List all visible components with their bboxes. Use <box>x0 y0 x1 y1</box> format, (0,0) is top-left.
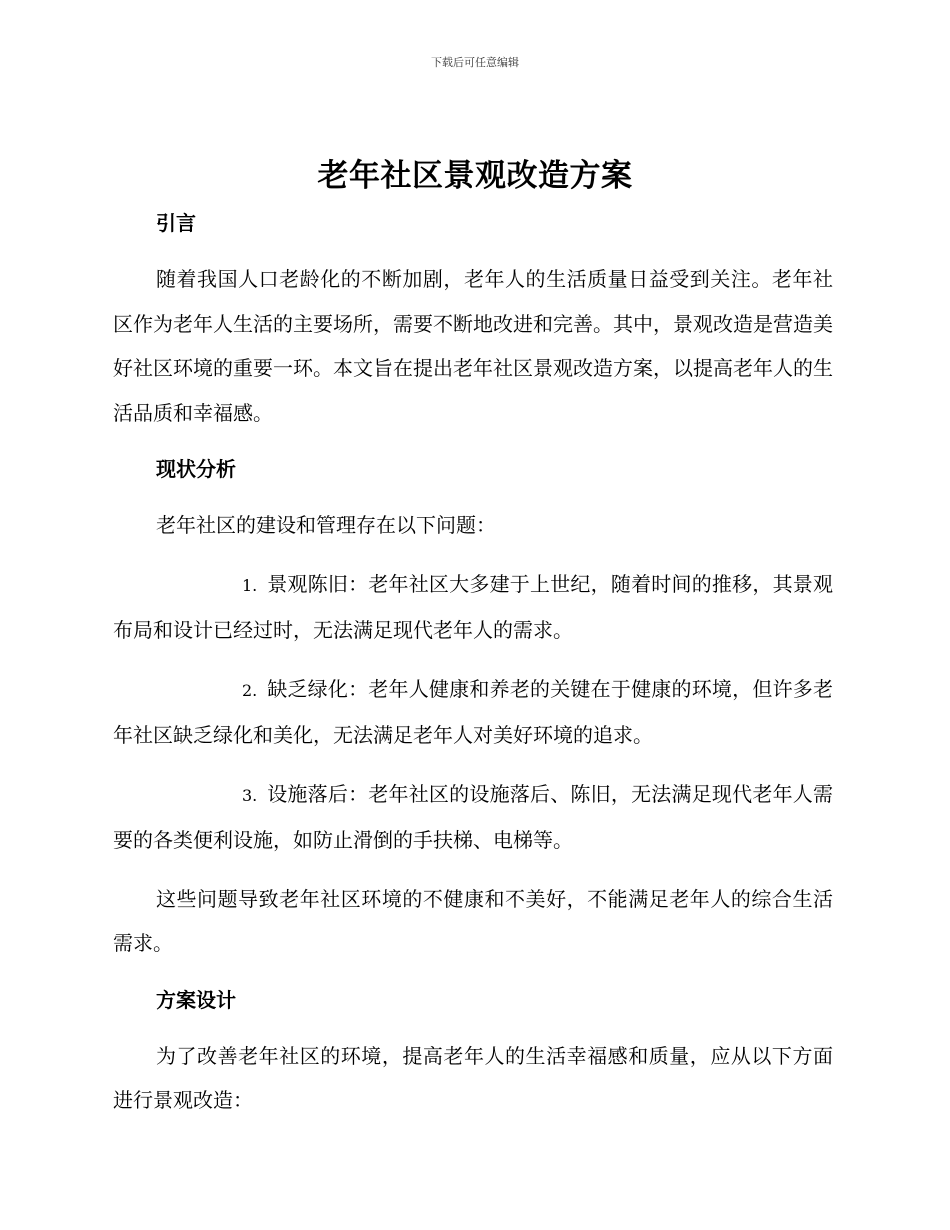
list-item-text: 缺乏绿化：老年人健康和养老的关键在于健康的环境，但许多老年社区缺乏绿化和美化，无法满足老年人对美好环境的追求。 <box>113 676 833 747</box>
analysis-conclusion: 这些问题导致老年社区环境的不健康和不美好，不能满足老年人的综合生活需求。 <box>113 886 833 955</box>
list-item <box>113 667 833 758</box>
section-heading-analysis: 现状分析 <box>156 457 236 481</box>
header-note: 下载后可任意编辑 <box>431 56 519 69</box>
design-paragraph: 为了改善老年社区的环境，提高老年人的生活幸福感和质量，应从以下方面进行景观改造： <box>113 1043 833 1112</box>
list-item-number: 3. <box>242 785 258 805</box>
document-body <box>113 203 833 1123</box>
section-heading-design: 方案设计 <box>156 987 236 1012</box>
list-item <box>113 562 833 653</box>
list-item-number: 2. <box>242 680 258 700</box>
analysis-lead: 老年社区的建设和管理存在以下问题： <box>156 513 496 537</box>
list-item-text: 设施落后：老年社区的设施落后、陈旧，无法满足现代老年人需要的各类便利设施，如防止滑倒的手扶梯、电梯等。 <box>113 781 833 852</box>
list-item <box>113 772 833 863</box>
document-title: 老年社区景观改造方案 <box>317 158 633 194</box>
list-item-number: 1. <box>242 575 258 595</box>
section-heading-intro: 引言 <box>156 211 196 235</box>
list-item-text: 景观陈旧：老年社区大多建于上世纪，随着时间的推移，其景观布局和设计已经过时，无法满足现代老年人的需求。 <box>113 571 833 642</box>
intro-paragraph: 随着我国人口老龄化的不断加剧，老年人的生活质量日益受到关注。老年社区作为老年人生活的主要场所，需要不断地改进和完善。其中，景观改造是营造美好社区环境的重要一环。本文旨在提出老年社区景观改造方案，以提高老年人的生活品质和幸福感。 <box>113 267 833 425</box>
